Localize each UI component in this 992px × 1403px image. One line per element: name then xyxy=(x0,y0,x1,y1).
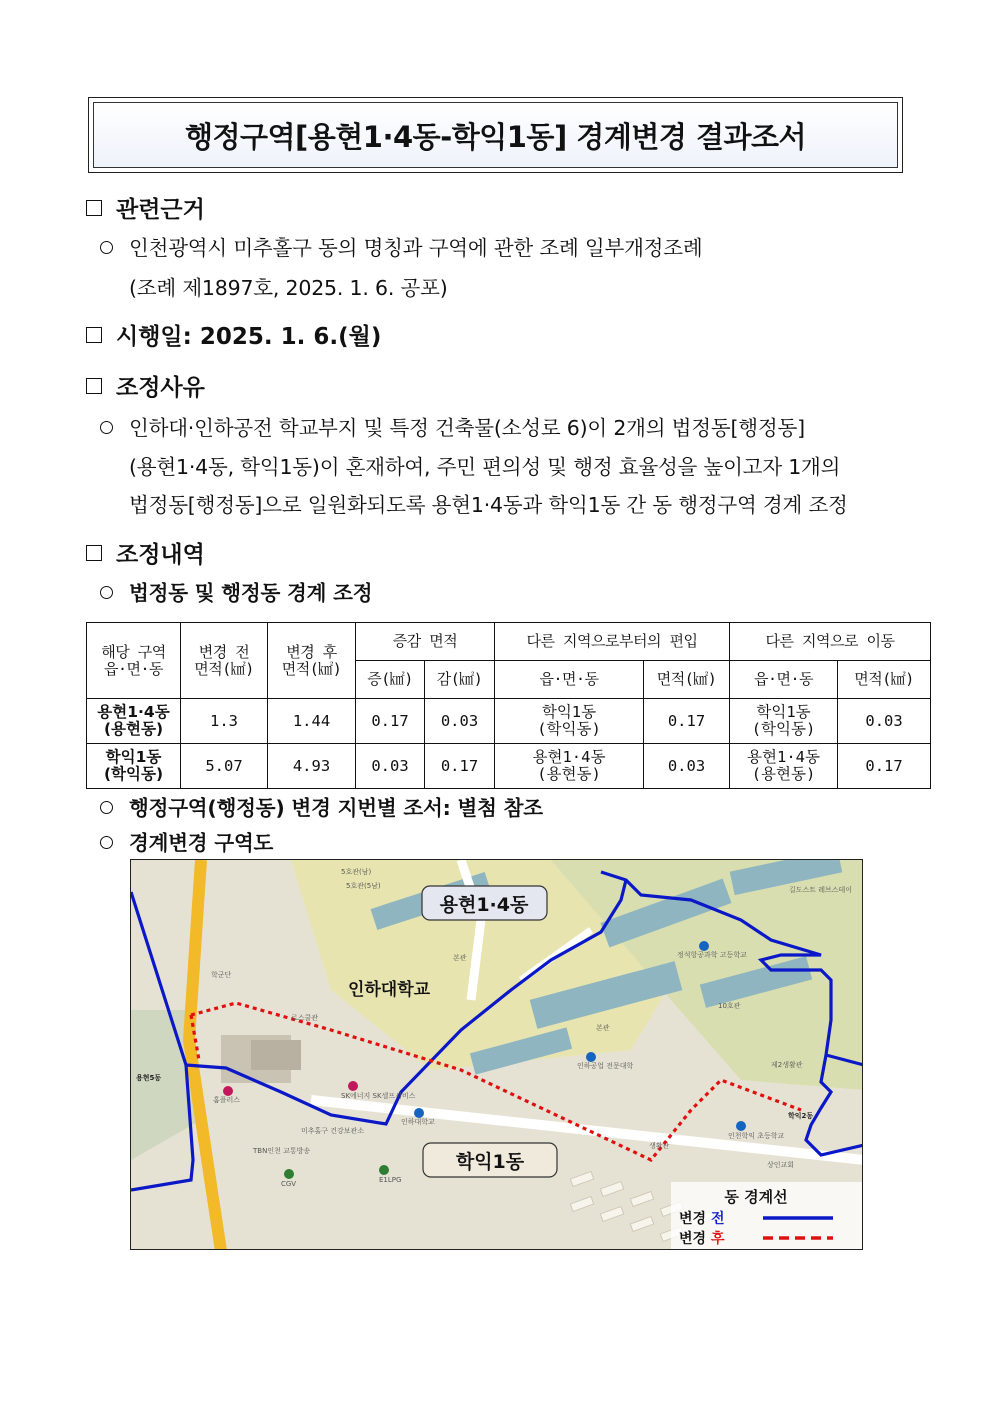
checkbox-icon xyxy=(86,200,102,216)
header-before: 변경 전 면적(㎢) xyxy=(181,623,268,699)
pin-icon xyxy=(414,1108,424,1118)
table-header-row xyxy=(87,623,931,661)
cell-out-dong: 학익1동 (학익동) xyxy=(730,699,838,744)
place-label: 5호관(남) xyxy=(341,868,372,876)
cell-in-area: 0.03 xyxy=(644,744,730,789)
pin-icon xyxy=(223,1086,233,1096)
boundary-table xyxy=(86,622,931,789)
place-label: 용현5동 xyxy=(136,1074,162,1082)
place-label: 상인교회 xyxy=(767,1161,795,1169)
label-university: 인하대학교 xyxy=(347,980,431,1000)
pin-icon xyxy=(736,1121,746,1131)
cell-dong: 학익1동 (학익동) xyxy=(87,744,181,789)
place-label: 로스쿨관 xyxy=(291,1014,319,1022)
cell-in-dong: 용현1·4동 (용현동) xyxy=(495,744,644,789)
place-label: 인하공업 전문대학 xyxy=(577,1062,634,1070)
cell-out-dong: 용현1·4동 (용현동) xyxy=(730,744,838,789)
cell-in-dong: 학익1동 (학익동) xyxy=(495,699,644,744)
section-details xyxy=(86,536,205,569)
cell-inc: 0.03 xyxy=(356,744,425,789)
place-label: E1LPG xyxy=(379,1176,402,1184)
cell-dec: 0.03 xyxy=(425,699,495,744)
cell-out-area: 0.03 xyxy=(838,699,931,744)
building xyxy=(251,1040,301,1070)
header-outgoing: 다른 지역으로 이동 xyxy=(730,623,931,661)
header-decrease: 감(㎢) xyxy=(425,661,495,699)
header-out-area: 면적(㎢) xyxy=(838,661,931,699)
reason-item xyxy=(100,411,805,441)
place-label: 생활관 xyxy=(649,1142,670,1150)
details-sub-2 xyxy=(100,791,543,821)
pin-icon xyxy=(699,941,709,951)
basis-item-text: 인천광역시 미추홀구 동의 명칭과 구역에 관한 조례 일부개정조례 xyxy=(129,236,703,260)
section-reason-heading: 조정사유 xyxy=(116,375,205,401)
details-sub-1 xyxy=(100,576,372,606)
place-label: 10호관 xyxy=(718,1002,741,1010)
header-in-area: 면적(㎢) xyxy=(644,661,730,699)
header-after: 변경 후 면적(㎢) xyxy=(268,623,356,699)
table-row xyxy=(87,744,931,789)
place-label: 학군단 xyxy=(211,971,232,979)
pin-icon xyxy=(586,1052,596,1062)
legend-after-label: 변경 후 xyxy=(679,1231,725,1247)
section-effective xyxy=(86,318,381,351)
section-basis-heading: 관련근거 xyxy=(116,197,205,223)
checkbox-icon xyxy=(86,378,102,394)
circle-bullet-icon xyxy=(100,586,113,599)
header-incoming: 다른 지역으로부터의 편입 xyxy=(495,623,730,661)
reason-line-2: (용현1·4동, 학익1동)이 혼재하여, 주민 편의성 및 행정 효율성을 높이고자 1개의 xyxy=(129,455,841,479)
details-sub-3-text: 경계변경 구역도 xyxy=(129,831,274,855)
place-label: 인하대학교 xyxy=(401,1118,435,1126)
pin-icon xyxy=(348,1081,358,1091)
place-label: 정석항공과학 고등학교 xyxy=(677,951,747,959)
place-label: 제2생활관 xyxy=(771,1061,803,1069)
basis-item xyxy=(100,231,703,261)
details-sub-2-text: 행정구역(행정동) 변경 지번별 조서: 별첨 참조 xyxy=(129,796,543,820)
boundary-map xyxy=(130,859,863,1250)
cell-before: 5.07 xyxy=(181,744,268,789)
circle-bullet-icon xyxy=(100,421,113,434)
details-sub-1-text: 법정동 및 행정동 경계 조정 xyxy=(129,581,373,605)
reason-line-1: 인하대·인하공전 학교부지 및 특정 건축물(소성로 6)이 2개의 법정동[행정동] xyxy=(129,416,805,440)
table-row xyxy=(87,699,931,744)
basis-item-cont: (조례 제1897호, 2025. 1. 6. 공포) xyxy=(129,276,448,300)
title-box xyxy=(88,97,903,173)
cell-dec: 0.17 xyxy=(425,744,495,789)
place-label: TBN인천 교통방송 xyxy=(253,1147,311,1155)
circle-bullet-icon xyxy=(100,801,113,814)
place-label: 학익2동 xyxy=(788,1112,814,1120)
header-increase: 증(㎢) xyxy=(356,661,425,699)
place-label: 길도스트 레브스테이 xyxy=(789,886,853,894)
details-sub-3 xyxy=(100,826,273,856)
checkbox-icon xyxy=(86,545,102,561)
section-effective-heading: 시행일: 2025. 1. 6.(월) xyxy=(116,324,382,350)
header-region: 해당 구역 읍·면·동 xyxy=(87,623,181,699)
cell-inc: 0.17 xyxy=(356,699,425,744)
cell-after: 4.93 xyxy=(268,744,356,789)
header-change: 증감 면적 xyxy=(356,623,495,661)
title-inner xyxy=(93,102,898,168)
legend-before-label: 변경 전 xyxy=(679,1211,725,1227)
cell-before: 1.3 xyxy=(181,699,268,744)
circle-bullet-icon xyxy=(100,836,113,849)
place-label: 홈플러스 xyxy=(213,1096,241,1104)
section-basis xyxy=(86,191,205,224)
place-label: 본관 xyxy=(453,954,467,962)
header-out-emd: 읍·면·동 xyxy=(730,661,838,699)
place-label: 인천학익 초등학교 xyxy=(728,1132,785,1140)
section-details-heading: 조정내역 xyxy=(116,542,205,568)
label-south: 학익1동 xyxy=(455,1151,525,1173)
section-reason xyxy=(86,369,205,402)
reason-line-3: 법정동[행정동]으로 일원화되도록 용현1·4동과 학익1동 간 동 행정구역 경계 조정 xyxy=(129,493,848,517)
header-in-emd: 읍·면·동 xyxy=(495,661,644,699)
legend-title: 동 경계선 xyxy=(724,1188,788,1206)
pin-icon xyxy=(284,1169,294,1179)
cell-after: 1.44 xyxy=(268,699,356,744)
place-label: 미추홀구 건강보관소 xyxy=(301,1127,365,1135)
page-title: 행정구역[용현1·4동-학익1동] 경계변경 결과조서 xyxy=(184,119,807,154)
cell-in-area: 0.17 xyxy=(644,699,730,744)
place-label: 본관 xyxy=(596,1024,610,1032)
map-svg xyxy=(131,860,863,1250)
label-north: 용현1·4동 xyxy=(439,894,529,916)
cell-dong: 용현1·4동 (용현동) xyxy=(87,699,181,744)
circle-bullet-icon xyxy=(100,241,113,254)
place-label: SK에너지 SK셀프서비스 xyxy=(341,1092,416,1100)
pin-icon xyxy=(379,1165,389,1175)
place-label: CGV xyxy=(281,1180,297,1188)
checkbox-icon xyxy=(86,327,102,343)
cell-out-area: 0.17 xyxy=(838,744,931,789)
place-label: 5호관(5남) xyxy=(346,882,381,890)
